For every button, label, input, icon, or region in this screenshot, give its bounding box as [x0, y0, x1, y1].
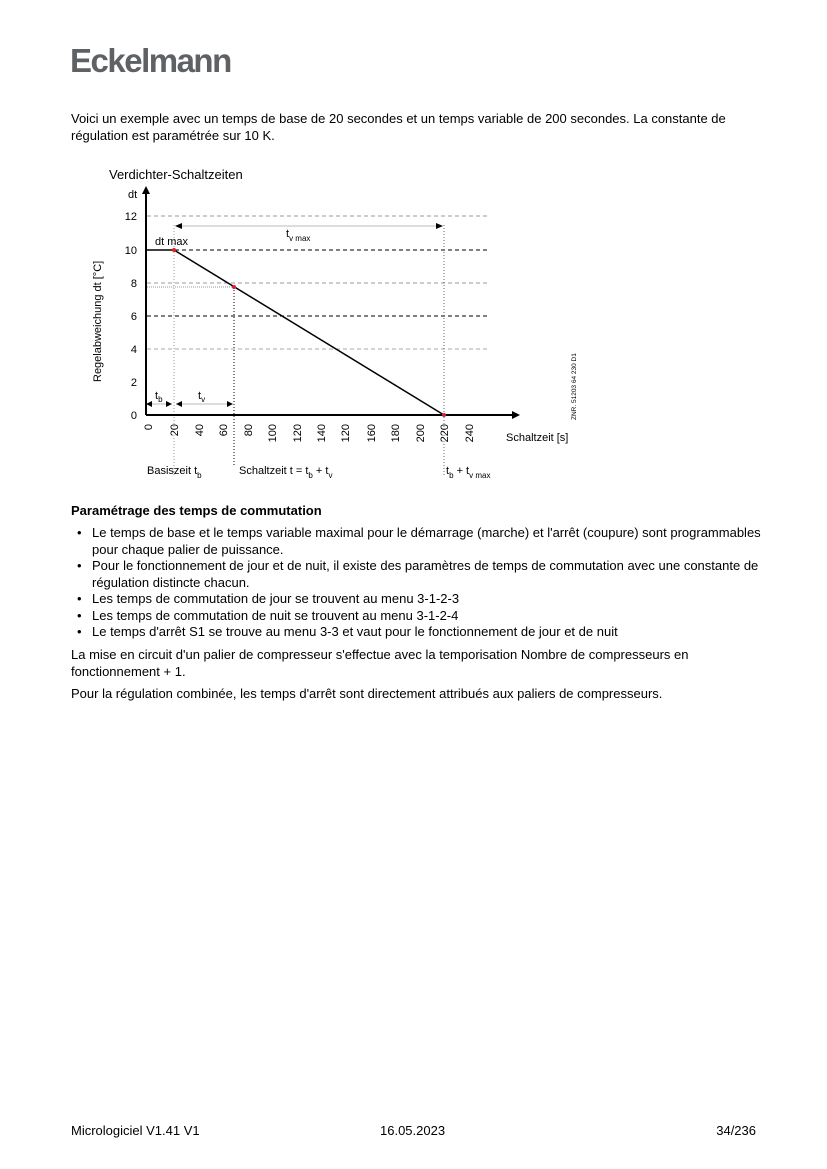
- x-tick: 200: [415, 424, 427, 443]
- footer-page-number: 34/236: [716, 1123, 756, 1138]
- list-item: • Pour le fonctionnement de jour et de nuit, il existe des paramètres de temps de commutation avec une constante de régulation distincte chacun.: [71, 558, 761, 591]
- tb-tvmax-label: $t_b + t_{v max}$: [446, 465, 491, 480]
- footer-date: 16.05.2023: [380, 1123, 446, 1138]
- y-axis-arrow: [142, 186, 150, 194]
- y-tick: 10: [124, 245, 137, 257]
- dt-max-label: dt max: [155, 236, 189, 248]
- x-axis-label: Schaltzeit [s]: [506, 432, 569, 444]
- x-tick: 160: [366, 424, 378, 443]
- intro-paragraph: Voici un exemple avec un temps de base de 20 secondes et un temps variable de 200 secondes. La constante de régulation est paramétrée sur 10 K.: [71, 111, 726, 143]
- section-title: Paramétrage des temps de commutation: [71, 503, 322, 518]
- y-tick: 0: [130, 410, 137, 422]
- paragraph-combined: Pour la régulation combinée, les temps d'arrêt sont directement attribués aux paliers de compresseurs.: [71, 686, 663, 701]
- list-item: • Les temps de commutation de nuit se trouvent au menu 3-1-2-4: [71, 608, 761, 625]
- y-axis-symbol: dt: [128, 189, 138, 201]
- x-tick: 60: [218, 424, 230, 437]
- basiszeit-label: Basiszeit $t_b$: [147, 465, 202, 480]
- x-axis-arrow: [512, 411, 520, 419]
- y-tick: 2: [130, 377, 137, 389]
- x-tick: 180: [390, 424, 402, 443]
- point-current: [232, 285, 236, 289]
- tv-max-label: $t_{v max}$: [286, 228, 311, 243]
- diagram-title: Verdichter-Schaltzeiten: [109, 167, 243, 182]
- x-tick: 140: [316, 424, 328, 443]
- paragraph-switch-on: La mise en circuit d'un palier de compresseur s'effectue avec la temporisation Nombre de compresseurs en fonctionnement + 1.: [71, 647, 689, 679]
- y-tick: 6: [130, 311, 137, 323]
- y-tick-labels: [125, 211, 137, 422]
- drawing-id: ZNR. 51203 64 230 D1: [571, 353, 578, 420]
- point-dt-max: [172, 248, 176, 252]
- tb-label: $t_b$: [155, 390, 163, 404]
- switching-times-diagram: [0, 0, 827, 500]
- switching-time-line: [174, 250, 444, 415]
- tv-label: $t_v$: [198, 390, 206, 404]
- y-tick: 8: [130, 278, 137, 290]
- x-tick: 80: [243, 424, 255, 437]
- x-tick: 220: [439, 424, 451, 443]
- y-axis-label: Regelabweichung dt [°C]: [92, 260, 104, 382]
- bullet-list: [71, 525, 761, 641]
- axes: [146, 192, 514, 415]
- x-tick: 120: [292, 424, 304, 443]
- point-tb-tvmax: [442, 413, 446, 417]
- y-tick: 4: [130, 344, 137, 356]
- eckelmann-logo: Eckelmann: [70, 42, 231, 79]
- list-item: • Le temps de base et le temps variable maximal pour le démarrage (marche) et l'arrêt (coupure) sont programmables pour chaque palier de puissance.: [71, 525, 761, 558]
- footer-firmware: Micrologiciel V1.41 V1: [71, 1123, 200, 1138]
- x-tick: 0: [143, 424, 155, 431]
- list-item: • Les temps de commutation de jour se trouvent au menu 3-1-2-3: [71, 591, 761, 608]
- x-tick: 120: [340, 424, 352, 443]
- x-tick: 100: [267, 424, 279, 443]
- x-tick: 20: [169, 424, 181, 437]
- schaltzeit-label: Schaltzeit $t = t_b + t_v$: [239, 465, 333, 480]
- x-tick-labels: [143, 424, 476, 442]
- list-item: • Le temps d'arrêt S1 se trouve au menu 3-3 et vaut pour le fonctionnement de jour et de nuit: [71, 624, 761, 641]
- x-tick: 40: [194, 424, 206, 437]
- tv-max-dimension: [175, 223, 443, 229]
- y-tick: 12: [124, 211, 137, 223]
- x-tick: 240: [464, 424, 476, 443]
